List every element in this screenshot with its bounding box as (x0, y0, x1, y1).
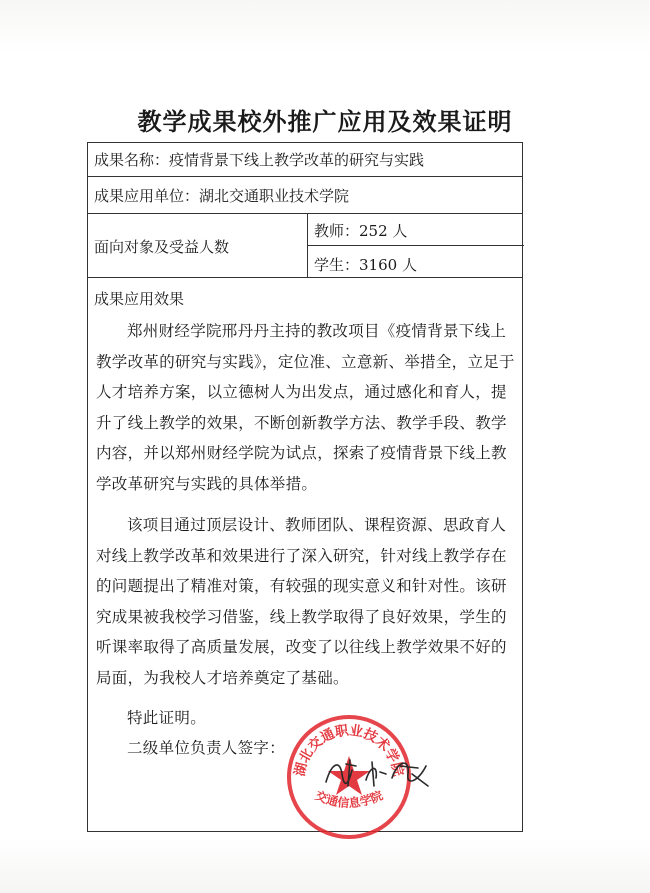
seal-top-text: 湖北交通职业技术学院 (291, 722, 407, 778)
seal-bottom-text: 交通信息学院 (313, 788, 385, 811)
beneficiaries-label: 面向对象及受益人数 (94, 238, 230, 256)
document-title: 教学成果校外推广应用及效果证明 (137, 108, 513, 136)
student-count: 学生：3160 人 (314, 256, 417, 274)
paragraph-1: 郑州财经学院邢丹丹主持的教改项目《疫情背景下线上教学改革的研究与实践》，定位准、立意新、举措全，立足于人才培养方案，以立德树人为出发点，通过感化和育人，提升了线上教学的效果，不断创新教学方法、教学手段、教学内容，并以郑州财经学院为试点，探索了疫情背景下线上教学改革研究与实践的具体举措。 (96, 322, 515, 493)
row-divider (307, 245, 524, 246)
handwritten-signature (322, 752, 432, 792)
closing-text: 特此证明。 (127, 709, 207, 727)
achievement-name-row (88, 143, 522, 177)
section-title: 成果应用效果 (94, 290, 185, 308)
beneficiaries-row (88, 214, 522, 278)
application-unit-row (88, 177, 522, 214)
achievement-name: 成果名称：疫情背景下线上教学改革的研究与实践 (94, 151, 425, 169)
application-unit: 成果应用单位：湖北交通职业技术学院 (94, 187, 350, 205)
paragraph-2: 该项目通过顶层设计、教师团队、课程资源、思政育人对线上教学改革和效果进行了深入研究，针对线上教学存在的问题提出了精准对策，有较强的现实意义和针对性。该研究成果被我校学习借鉴，线上教学取得了良好效果，学生的听课率取得了高质量发展，改变了以往线上教学效果不好的局面，为我校人才培养奠定了基础。 (96, 516, 507, 687)
teacher-count: 教师：252 人 (314, 222, 408, 240)
signature-label: 二级单位负责人签字： (127, 739, 286, 757)
column-divider (307, 214, 308, 278)
